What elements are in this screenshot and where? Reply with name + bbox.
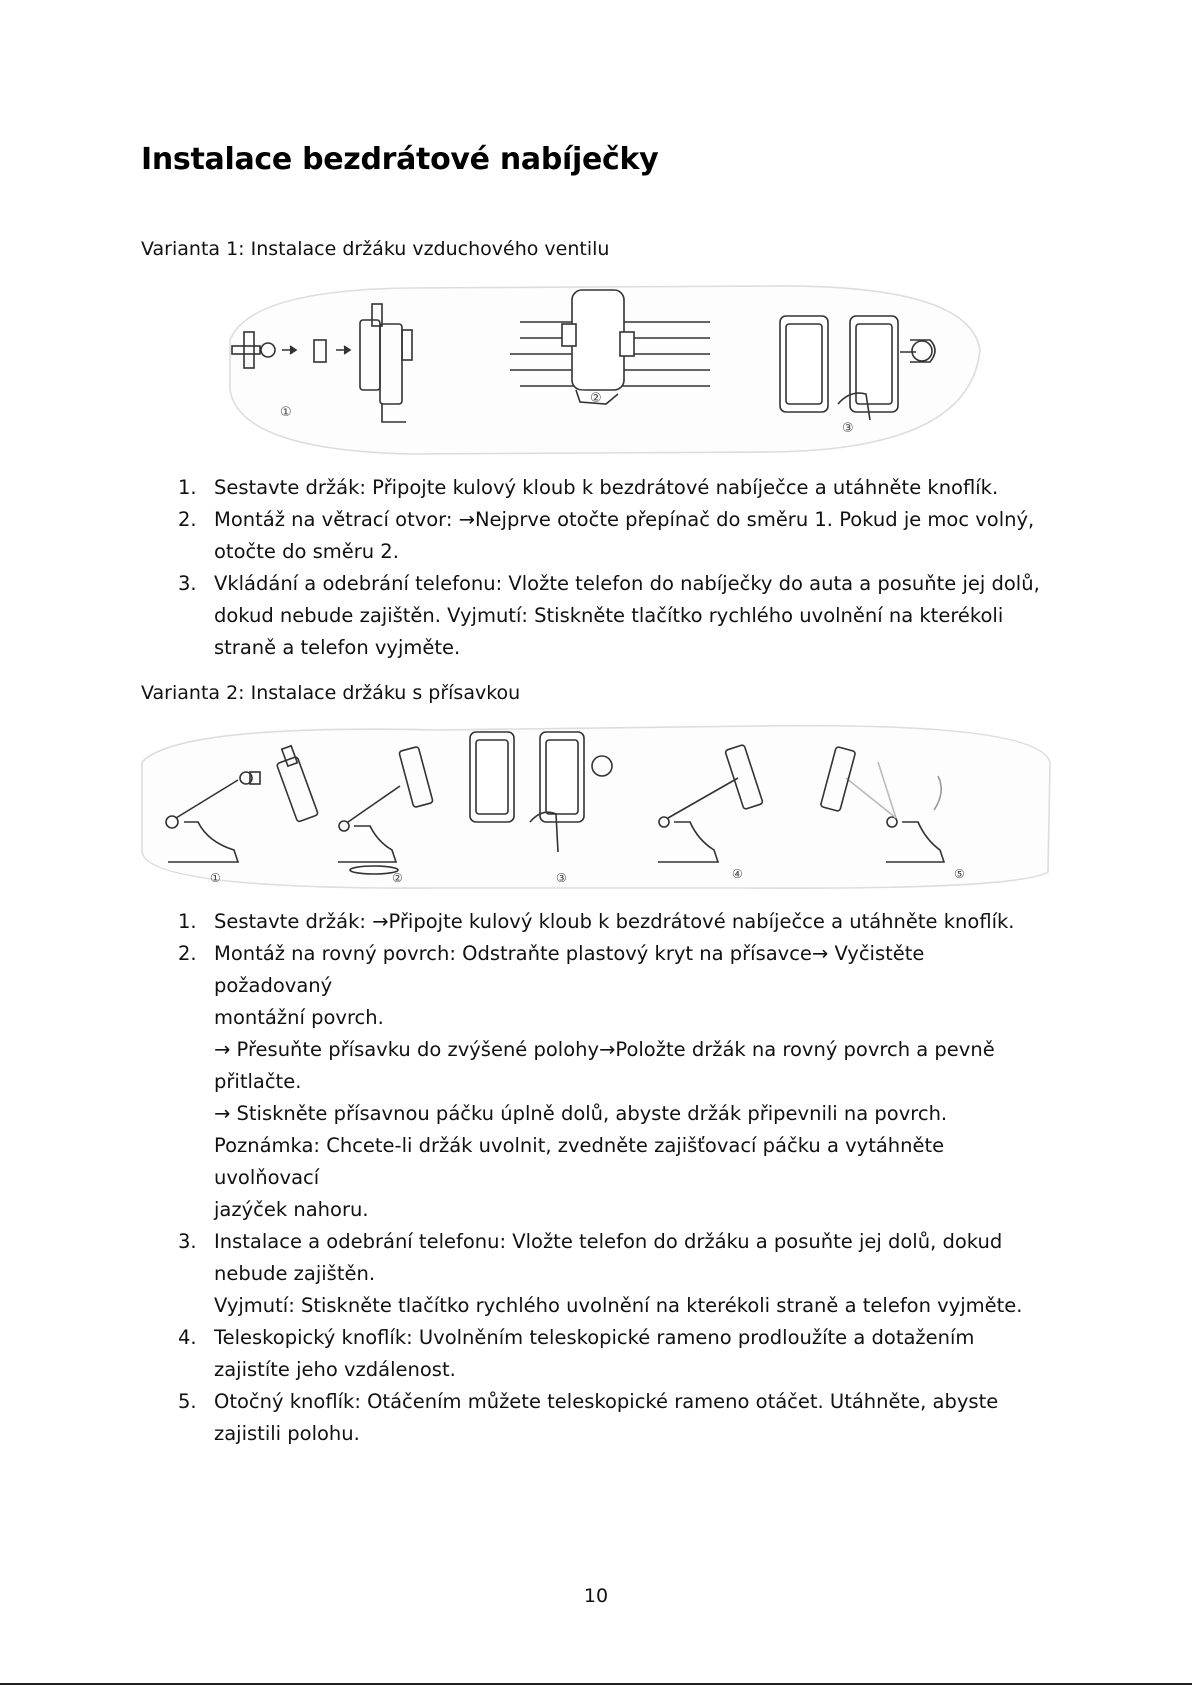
variant1-step-1	[141, 472, 1041, 504]
step-text: Instalace a odebrání telefonu: Vložte telefon do držáku a posuňte jej dolů, dokud	[214, 1230, 1003, 1253]
step-number: 5.	[178, 1390, 197, 1413]
figure2-label-5: ⑤	[954, 867, 965, 881]
step-text: Montáž na větrací otvor: →Nejprve otočte přepínač do směru 1. Pokud je moc volný,	[214, 508, 1035, 531]
variant1-steps	[141, 472, 1041, 664]
step-text: → Přesuňte přísavku do zvýšené polohy→Položte držák na rovný povrch a pevně	[214, 1038, 995, 1061]
step-text: Montáž na rovný povrch: Odstraňte plastový kryt na přísavce→ Vyčistěte požadovaný	[214, 942, 925, 997]
figure2-label-4: ④	[732, 867, 743, 881]
step-text: Sestavte držák: Připojte kulový kloub k bezdrátové nabíječce a utáhněte knoflík.	[214, 476, 999, 499]
step-text: jazýček nahoru.	[214, 1198, 369, 1221]
vent-mount-illustration	[210, 280, 990, 460]
figure1-label-1: ①	[280, 405, 292, 420]
page-number: 10	[583, 1585, 609, 1607]
figure2-label-1: ①	[210, 871, 221, 885]
step-text: montážní povrch.	[214, 1006, 384, 1029]
step-text: zajistili polohu.	[214, 1422, 360, 1445]
step-number: 2.	[178, 508, 197, 531]
variant1-step-2	[141, 504, 1041, 568]
step-number: 4.	[178, 1326, 197, 1349]
step-text: → Stiskněte přísavnou páčku úplně dolů, abyste držák připevnili na povrch.	[214, 1102, 948, 1125]
step-text: nebude zajištěn.	[214, 1262, 376, 1285]
page-heading: Instalace bezdrátové nabíječky	[141, 142, 659, 177]
step-text: přitlačte.	[214, 1070, 302, 1093]
variant2-step-2	[141, 938, 1041, 1226]
step-number: 2.	[178, 942, 197, 965]
step-text: Sestavte držák: →Připojte kulový kloub k bezdrátové nabíječce a utáhněte knoflík.	[214, 910, 1015, 933]
step-text: Otočný knoflík: Otáčením můžete teleskopické rameno otáčet. Utáhněte, abyste	[214, 1390, 999, 1413]
step-text: straně a telefon vyjměte.	[214, 636, 461, 659]
variant2-step-3	[141, 1226, 1041, 1322]
variant2-step-4	[141, 1322, 1041, 1386]
figure2-label-3: ③	[556, 871, 567, 885]
step-number: 1.	[178, 476, 197, 499]
step-text: Vyjmutí: Stiskněte tlačítko rychlého uvolnění na kterékoli straně a telefon vyjměte.	[214, 1294, 1023, 1317]
figure1-label-2: ②	[590, 391, 602, 406]
step-text: Vkládání a odebrání telefonu: Vložte telefon do nabíječky do auta a posuňte jej dolů,	[214, 572, 1040, 595]
variant1-title: Varianta 1: Instalace držáku vzduchového ventilu	[141, 238, 610, 260]
step-number: 1.	[178, 910, 197, 933]
step-text: Teleskopický knoflík: Uvolněním teleskopické rameno prodloužíte a dotažením	[214, 1326, 975, 1349]
step-text: Poznámka: Chcete-li držák uvolnit, zvedněte zajišťovací páčku a vytáhněte uvolňovací	[214, 1134, 945, 1189]
variant2-step-5	[141, 1386, 1041, 1450]
step-text: dokud nebude zajištěn. Vyjmutí: Stiskněte tlačítko rychlého uvolnění na kterékoli	[214, 604, 1004, 627]
variant1-step-3	[141, 568, 1041, 664]
variant2-title: Varianta 2: Instalace držáku s přísavkou	[141, 682, 521, 704]
variant2-step-1	[141, 906, 1041, 938]
step-number: 3.	[178, 1230, 197, 1253]
figure2-label-2: ②	[392, 871, 403, 885]
suction-mount-illustration	[138, 722, 1054, 890]
variant2-steps	[141, 906, 1041, 1450]
step-text: zajistíte jeho vzdálenost.	[214, 1358, 456, 1381]
step-number: 3.	[178, 572, 197, 595]
step-text: otočte do směru 2.	[214, 540, 399, 563]
figure1-label-3: ③	[842, 421, 854, 436]
